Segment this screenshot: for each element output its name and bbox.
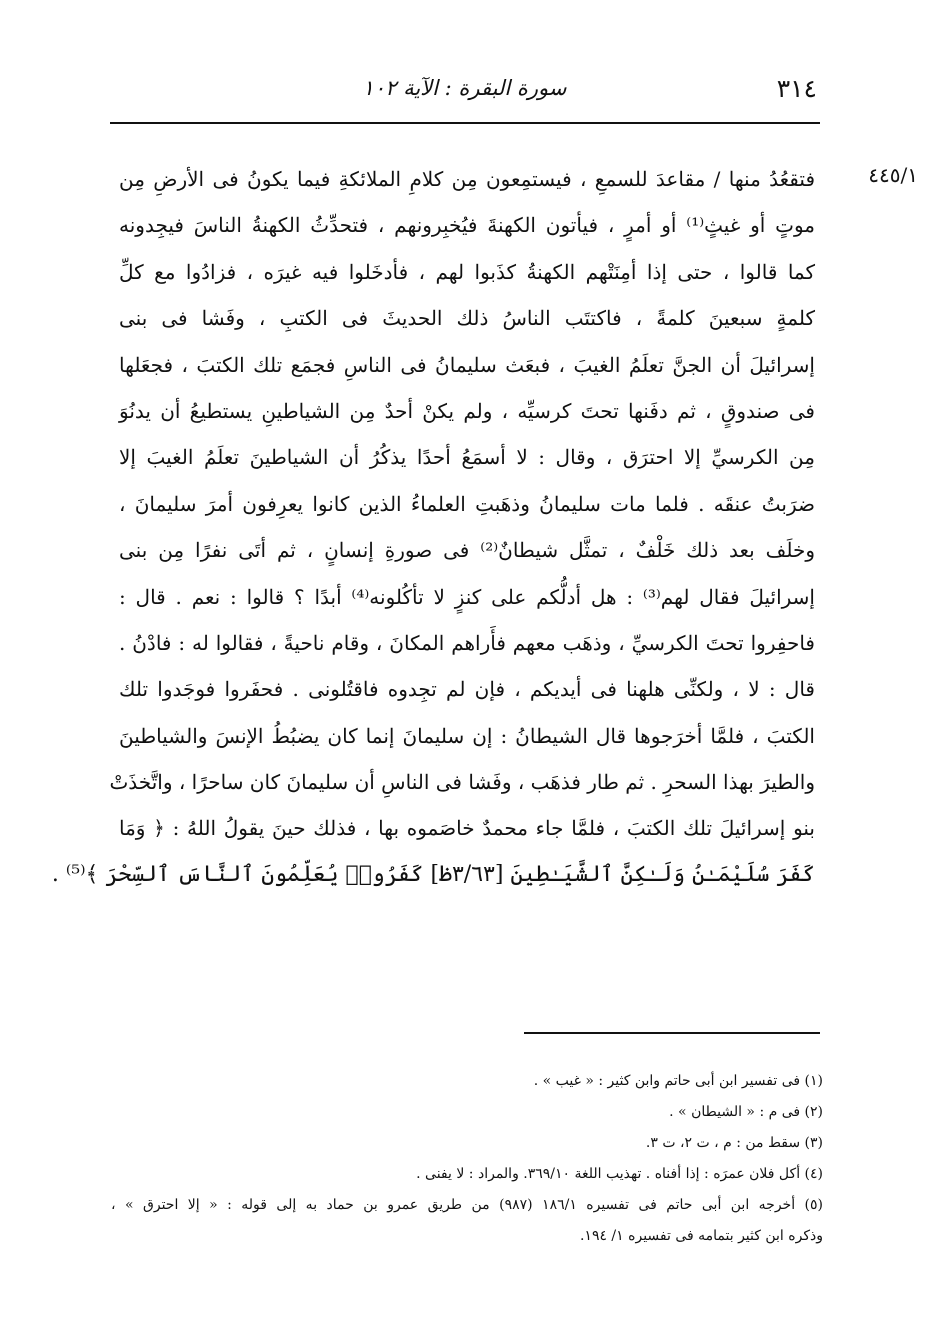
footnotes	[111, 1066, 823, 1252]
body-line: إسرائيلَ فقال لهم⁽³⁾ : هل أدلُّكم على كنزٍ لا تأكُلونه⁽⁴⁾ أبدًا ؟ قالوا : نعم . قال :	[119, 584, 815, 609]
footnote: (٢) فى م : « الشيطان » .	[669, 1104, 823, 1120]
footnote: (٥) أخرجه ابن أبى حاتم فى تفسيره ١٨٦/١ (٩٨٧) من طريق عمرو بن حماد به إلى قوله : « إلا احترق » ،	[111, 1197, 824, 1213]
body-line: قال : لا ، ولكنِّى هلهنا فى أيديكم ، فإن لم تجِدوه فاقتُلونى . فحفَروا فوجَدوا تلك	[119, 677, 815, 702]
body-line: فى صندوقٍ ، ثم دفَنها تحتَ كرسيِّه ، ولم يكنْ أحدٌ مِن الشياطينِ يستطيعُ أن يدنُوَ	[119, 398, 815, 423]
footnote: (٣) سقط من : م ، ت ٢، ت ٣.	[645, 1135, 823, 1151]
body-line: فتقعُدُ منها / مقاعدَ للسمعِ ، فيستمِعون مِن كلامِ الملائكةِ فيما يكونُ فى الأرضِ مِن	[119, 167, 815, 191]
body-line: وخلَف بعد ذلك خَلْفٌ ، تمثَّل شيطانٌ⁽²⁾ فى صورةِ إنسانٍ ، ثم أتَى نفرًا مِن بنى	[119, 538, 815, 563]
footnote: (٤) أكل فلان عمرَه : إذا أفناه . تهذيب اللغة ٣٦٩/١٠. والمراد : لا يفنى .	[416, 1166, 823, 1182]
body-line: ضرَبتُ عنقَه . فلما مات سليمانُ وذهَبتِ العلماءُ الذين كانوا يعرِفون أمرَ سليمانَ ،	[119, 491, 815, 516]
header-rule	[110, 122, 820, 124]
page-number: ٣١٤	[776, 74, 817, 103]
footnote-continuation: وذكره ابن كثير بتمامه فى تفسيره ١/ ١٩٤.	[579, 1228, 823, 1244]
body-line: الكتبَ ، فلمَّا أخرَجوها قال الشيطانُ : إن سليمانَ إنما كان يضبُطُ الإنسَ والشياطينَ	[119, 723, 815, 748]
page-header	[112, 72, 817, 108]
body-line: والطيرَ بهذا السحرِ . ثم طار فذهَب ، وفَشا فى الناسِ أن سليمانَ كان ساحرًا ، واتَّخذَتْ	[109, 770, 815, 795]
body-line: كما قالوا ، حتى إذا أمِنَتْهم الكهنةُ كذَبوا لهم ، فأدخَلوا فيه غيرَه ، فزادُوا مع كلِّ	[119, 259, 815, 284]
main-text	[51, 156, 815, 898]
body-line: إسرائيلَ أن الجنَّ تعلَمُ الغيبَ ، فبعَث سليمانُ فى الناسِ فجمَع تلك الكتبَ ، فجعَلها	[119, 352, 815, 377]
body-line: كلمةٍ سبعينَ كلمةً ، فاكتتَب الناسُ ذلك الحديثَ فى الكتبِ ، وفَشا فى بنى	[119, 306, 815, 331]
footnote-separator	[524, 1032, 820, 1034]
body-line: بنو إسرائيلَ تلك الكتبَ ، فلمَّا جاء محمدٌ خاصَموه بها ، فذلك حينَ يقولُ اللهُ : ﴿ وَمَا	[119, 816, 815, 841]
quran-verse-line: كَفَرَ سُلَيْمَـٰنُ وَلَـٰكِنَّ ٱلشَّيَـٰطِينَ [٣/٦٣ظ] كَفَرُوا۟ يُعَلِّمُونَ ٱلنَّاسَ ٱلسِّحْرَ ﴾⁽⁵⁾ .	[51, 861, 815, 887]
margin-reference: ٤٤٥/١	[868, 163, 918, 187]
body-line: فاحفِروا تحتَ الكرسيِّ ، وذهَب معهم فأَراهم المكانَ ، وقام ناحيةً ، فقالوا له : فادْنُ .	[119, 630, 815, 655]
running-title: سورة البقرة : الآية ١٠٢	[362, 76, 567, 100]
body-line: مِن الكرسيِّ إلا احترَق ، وقال : لا أسمَعُ أحدًا يذكُرُ أن الشياطينَ تعلَمُ الغيبَ إلا	[119, 445, 815, 470]
footnote: (١) فى تفسير ابن أبى حاتم وابن كثير : « غيب » .	[533, 1073, 823, 1089]
body-line: موتٍ أو غيثٍ⁽¹⁾ أو أمرٍ ، فيأتون الكهنةَ فيُخبِرونهم ، فتحدِّثُ الكهنةُ الناسَ فيجِدونه	[119, 213, 815, 238]
